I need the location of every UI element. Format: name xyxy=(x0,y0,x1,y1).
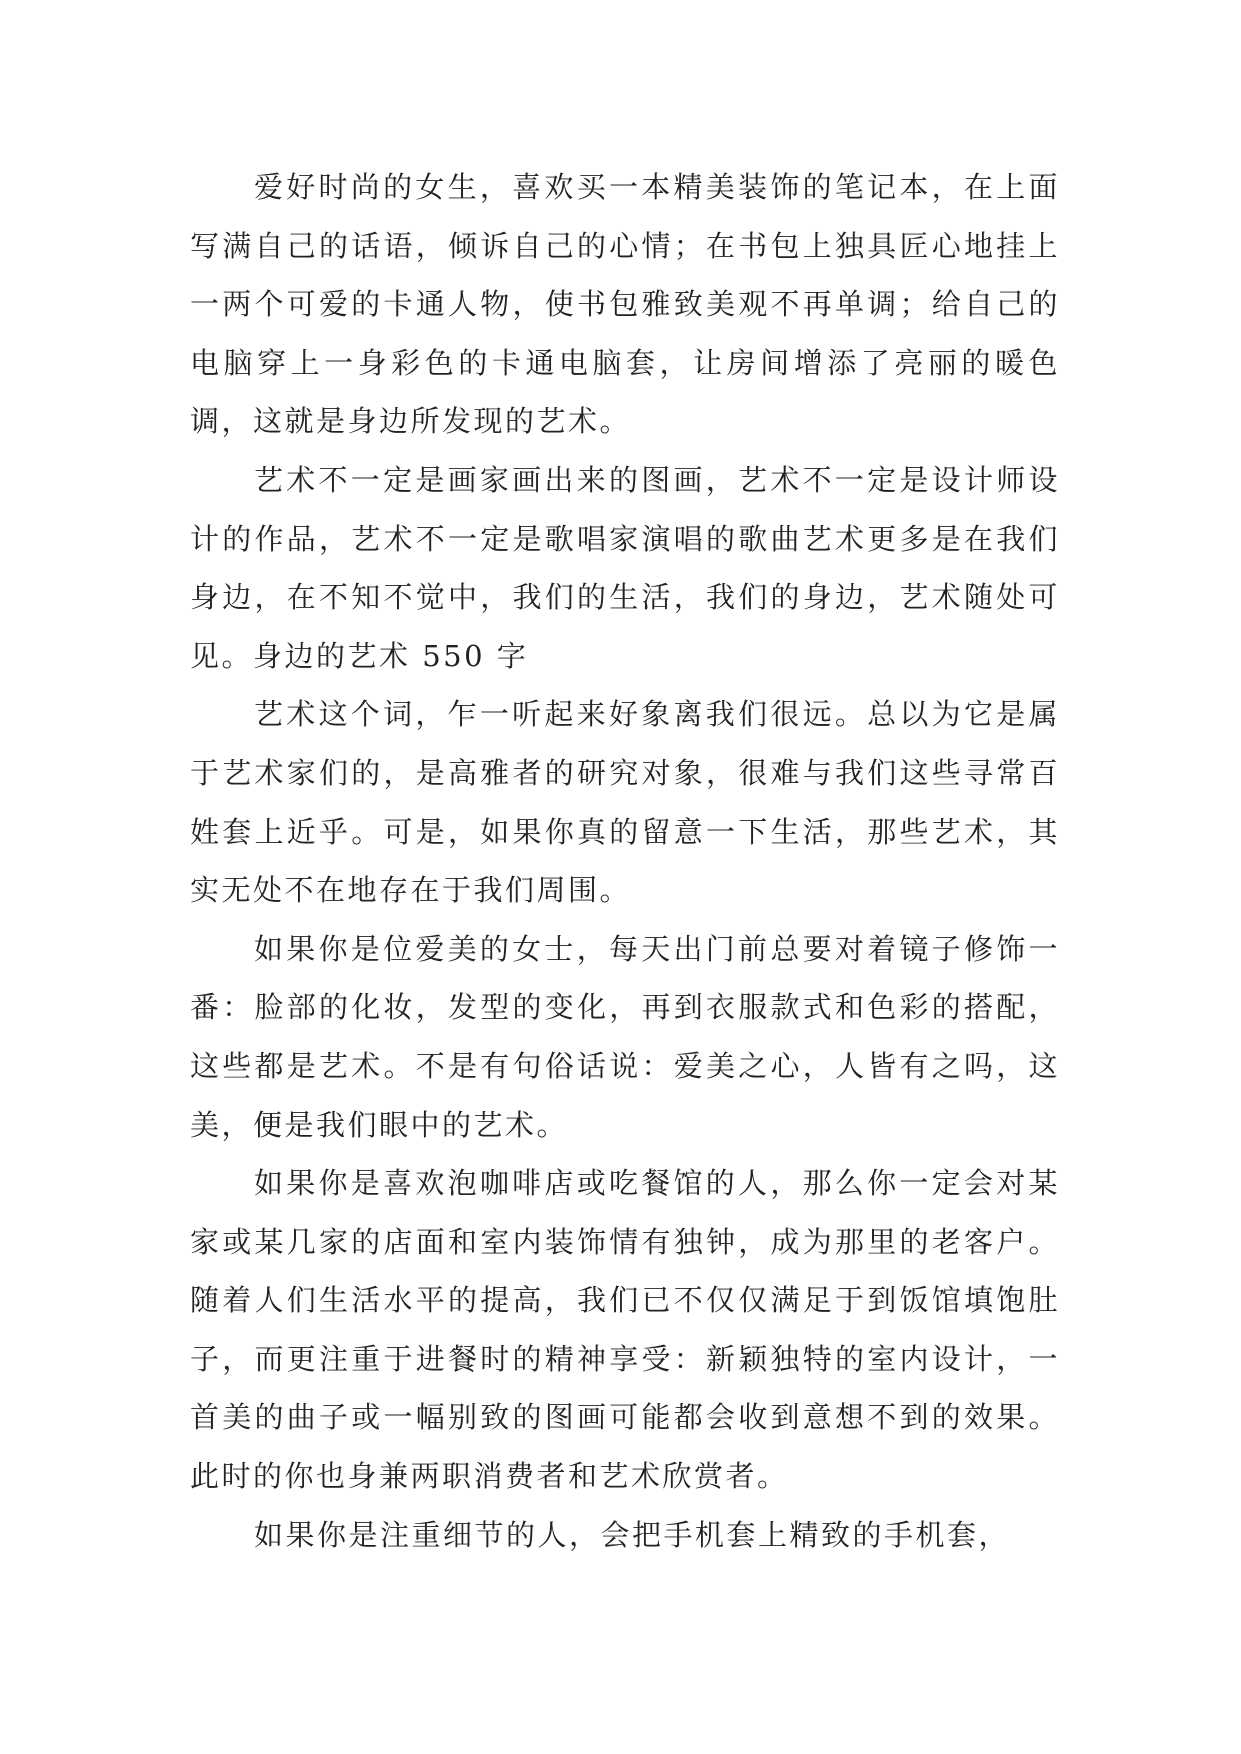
paragraph-5: 如果你是喜欢泡咖啡店或吃餐馆的人，那么你一定会对某家或某几家的店面和室内装饰情有独钟，成为那里的老客户。随着人们生活水平的提高，我们已不仅仅满足于到饭馆填饱肚子，而更注重于进餐时的精神享受：新颖独特的室内设计，一首美的曲子或一幅别致的图画可能都会收到意想不到的效果。此时的你也身兼两职消费者和艺术欣赏者。 xyxy=(190,1166,1060,1494)
paragraph-4: 如果你是位爱美的女士，每天出门前总要对着镜子修饰一番：脸部的化妆，发型的变化，再到衣服款式和色彩的搭配，这些都是艺术。不是有句俗话说：爱美之心，人皆有之吗，这美，便是我们眼中的艺术。 xyxy=(190,931,1060,1142)
paragraph-1: 爱好时尚的女生，喜欢买一本精美装饰的笔记本，在上面写满自己的话语，倾诉自己的心情；在书包上独具匠心地挂上一两个可爱的卡通人物，使书包雅致美观不再单调；给自己的电脑穿上一身彩色的卡通电脑套，让房间增添了亮丽的暖色调，这就是身边所发现的艺术。 xyxy=(190,170,1060,439)
paragraph-3: 艺术这个词，乍一听起来好象离我们很远。总以为它是属于艺术家们的，是高雅者的研究对象，很难与我们这些寻常百姓套上近乎。可是，如果你真的留意一下生活，那些艺术，其实无处不在地存在于我们周围。 xyxy=(190,697,1060,908)
paragraph-2: 艺术不一定是画家画出来的图画，艺术不一定是设计师设计的作品，艺术不一定是歌唱家演唱的歌曲艺术更多是在我们身边，在不知不觉中，我们的生活，我们的身边，艺术随处可见。身边的艺术 550 字 xyxy=(190,462,1060,673)
paragraph-6: 如果你是注重细节的人，会把手机套上精致的手机套， xyxy=(254,1517,1011,1552)
document-page xyxy=(190,158,1060,1564)
